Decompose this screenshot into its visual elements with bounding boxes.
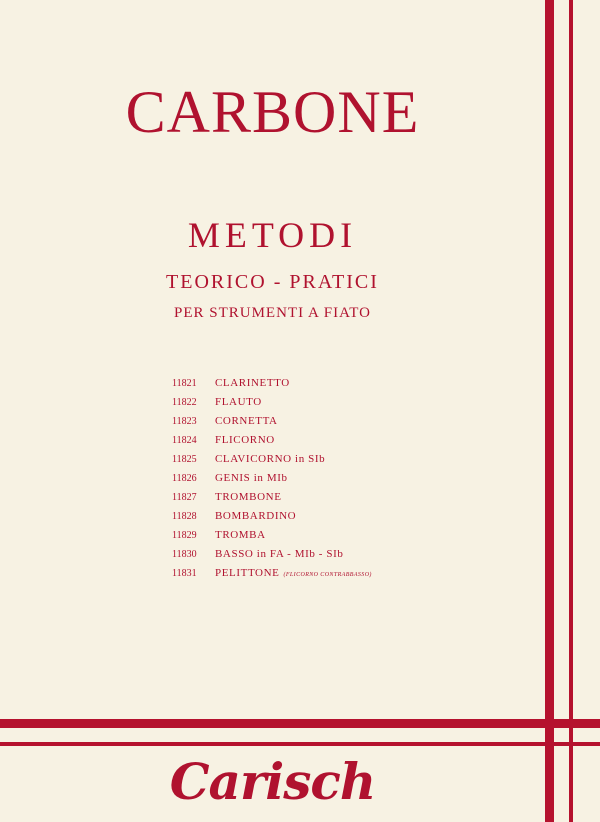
list-item — [172, 488, 372, 507]
cover-title: METODI — [187, 215, 358, 255]
instrument-name: PELITTONE — [215, 567, 280, 579]
instrument-name: CORNETTA — [215, 415, 278, 427]
list-item — [172, 526, 372, 545]
publisher-logo: Carisch — [169, 752, 376, 811]
catalog-number: 11830 — [172, 549, 197, 560]
instrument-name: CLAVICORNO in SIb — [215, 453, 326, 465]
border-crossing — [545, 719, 554, 728]
instrument-name: FLICORNO — [215, 434, 275, 446]
list-item — [172, 469, 372, 488]
catalog-list — [172, 374, 372, 583]
catalog-number: 11825 — [172, 454, 197, 465]
vertical-border-thin — [569, 0, 573, 822]
instrument-name: BASSO in FA - MIb - SIb — [215, 548, 344, 560]
vertical-border-thick — [545, 0, 554, 822]
horizontal-border-thick — [0, 719, 600, 728]
instrument-name: TROMBONE — [215, 491, 282, 503]
catalog-number: 11829 — [172, 530, 197, 541]
border-crossing — [569, 742, 573, 746]
catalog-number: 11824 — [172, 435, 197, 446]
list-item — [172, 412, 372, 431]
list-item — [172, 564, 372, 583]
list-item — [172, 431, 372, 450]
composer-name: CARBONE — [125, 79, 420, 145]
instrument-name: CLARINETTO — [215, 377, 290, 389]
instrument-name: GENIS in MIb — [215, 472, 288, 484]
list-item — [172, 450, 372, 469]
list-item — [172, 545, 372, 564]
cover-subtitle: TEORICO - PRATICI — [166, 271, 379, 293]
catalog-number: 11831 — [172, 568, 197, 579]
horizontal-border-thin — [0, 742, 600, 746]
catalog-number: 11821 — [172, 378, 197, 389]
instrument-name: TROMBA — [215, 529, 266, 541]
list-item — [172, 374, 372, 393]
instrument-name: BOMBARDINO — [215, 510, 297, 522]
catalog-number: 11826 — [172, 473, 197, 484]
instrument-name: FLAUTO — [215, 396, 262, 408]
catalog-number: 11823 — [172, 416, 197, 427]
list-item — [172, 507, 372, 526]
catalog-number: 11828 — [172, 511, 197, 522]
cover-subtitle-secondary: PER STRUMENTI A FIATO — [173, 305, 371, 321]
instrument-note: (FLICORNO CONTRABBASSO) — [283, 572, 372, 578]
list-item — [172, 393, 372, 412]
catalog-number: 11827 — [172, 492, 197, 503]
catalog-number: 11822 — [172, 397, 197, 408]
